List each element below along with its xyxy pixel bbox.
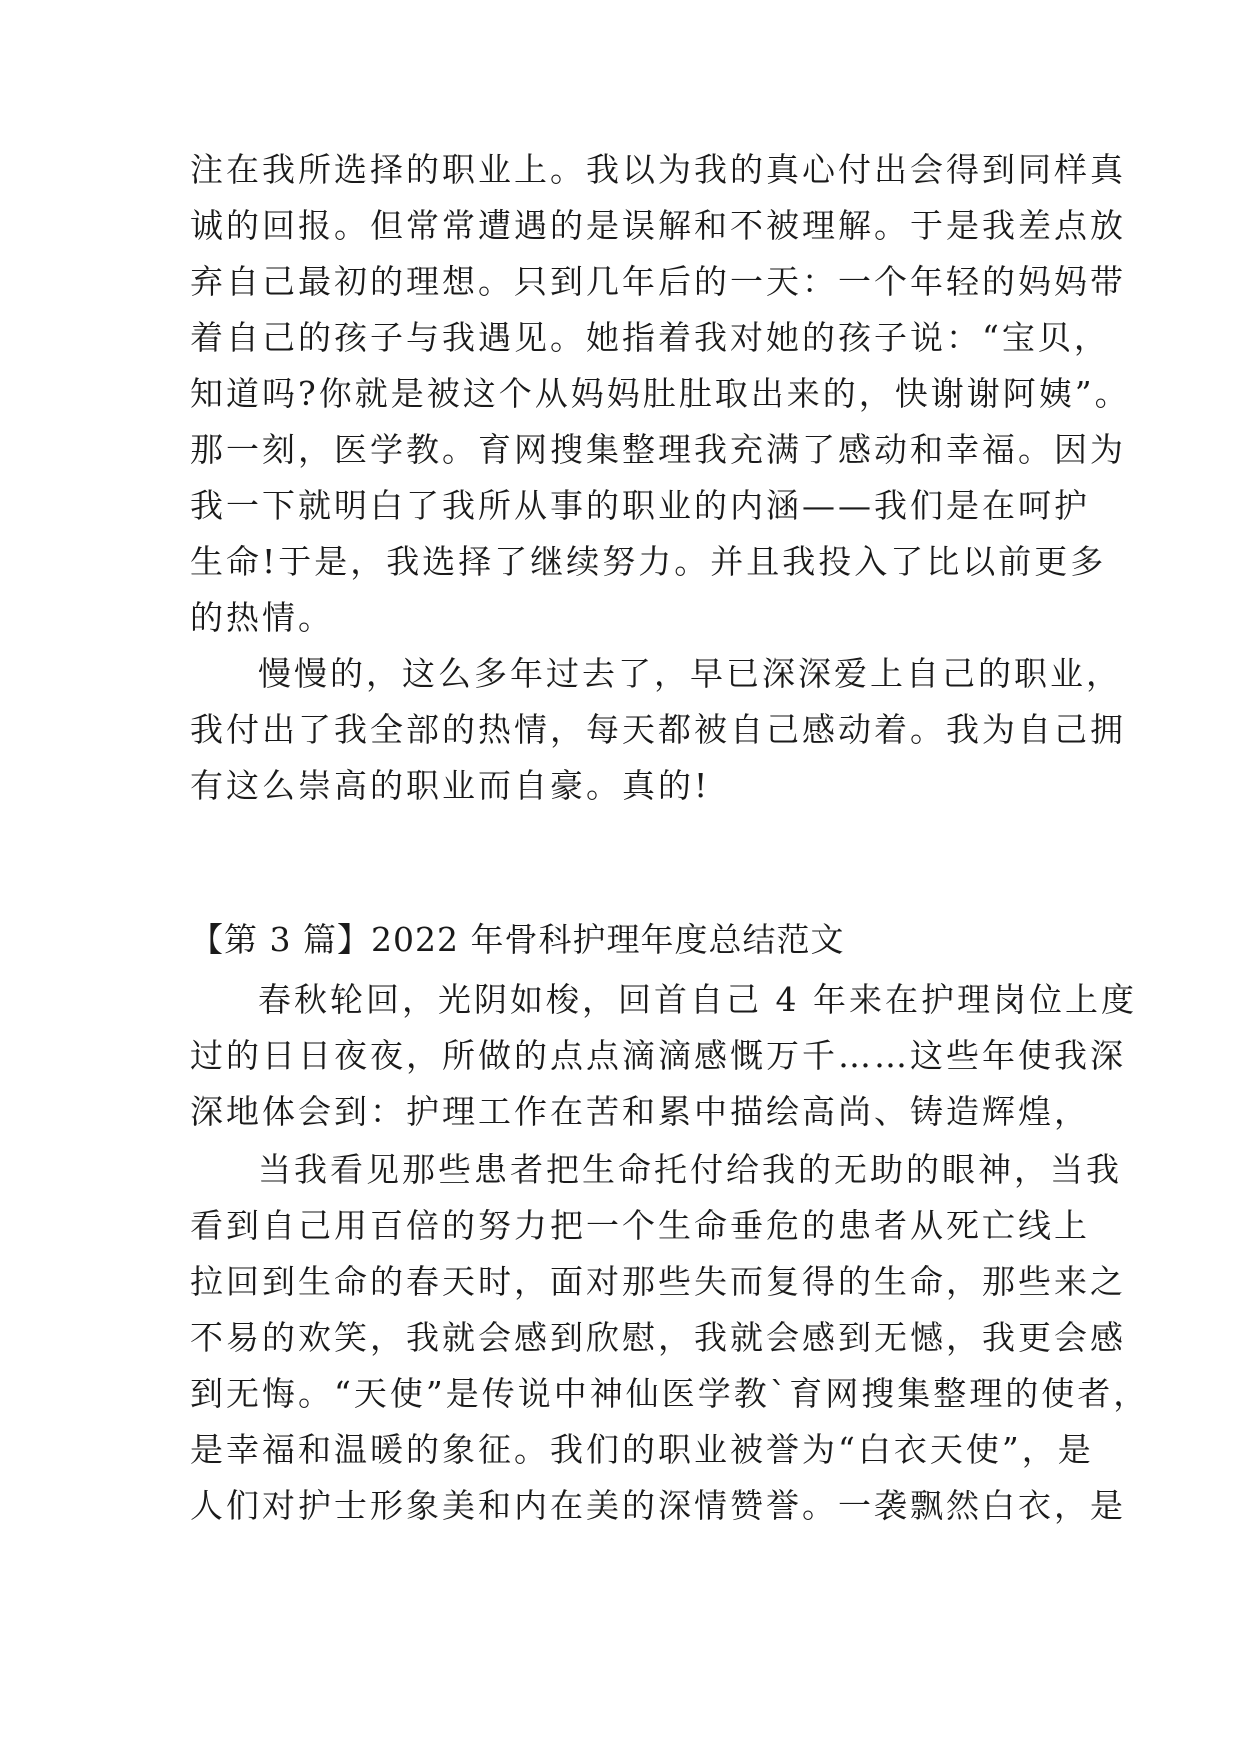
paragraph-4-line-5: 到无悔。“天使”是传说中神仙医学教`育网搜集整理的使者， <box>190 1374 1150 1413</box>
paragraph-4-line-7: 人们对护士形象美和内在美的深情赞誉。一袭飘然白衣，是 <box>190 1486 1126 1525</box>
paragraph-1-line-9: 的热情。 <box>190 598 334 637</box>
paragraph-3-line-1: 春秋轮回，光阴如梭，回首自己 4 年来在护理岗位上度 <box>258 980 1137 1019</box>
paragraph-1-line-1: 注在我所选择的职业上。我以为我的真心付出会得到同样真 <box>190 150 1126 189</box>
paragraph-4-line-4: 不易的欢笑，我就会感到欣慰，我就会感到无憾，我更会感 <box>190 1318 1126 1357</box>
paragraph-3-line-2: 过的日日夜夜，所做的点点滴滴感慨万千……这些年使我深 <box>190 1036 1126 1075</box>
paragraph-1-line-6: 那一刻，医学教。育网搜集整理我充满了感动和幸福。因为 <box>190 430 1126 469</box>
paragraph-1-line-8: 生命!于是，我选择了继续努力。并且我投入了比以前更多 <box>190 542 1107 581</box>
paragraph-1-line-7: 我一下就明白了我所从事的职业的内涵——我们是在呵护 <box>190 486 1090 525</box>
paragraph-2-line-1: 慢慢的，这么多年过去了，早已深深爱上自己的职业， <box>258 654 1122 693</box>
paragraph-1-line-5: 知道吗?你就是被这个从妈妈肚肚取出来的，快谢谢阿姨”。 <box>190 374 1131 413</box>
paragraph-3-line-3: 深地体会到：护理工作在苦和累中描绘高尚、铸造辉煌， <box>190 1092 1090 1131</box>
paragraph-4-line-2: 看到自己用百倍的努力把一个生命垂危的患者从死亡线上 <box>190 1206 1090 1245</box>
paragraph-1-line-4: 着自己的孩子与我遇见。她指着我对她的孩子说：“宝贝， <box>190 318 1110 357</box>
paragraph-4-line-1: 当我看见那些患者把生命托付给我的无助的眼神，当我 <box>258 1150 1122 1189</box>
paragraph-4-line-6: 是幸福和温暖的象征。我们的职业被誉为“白衣天使”，是 <box>190 1430 1094 1469</box>
paragraph-1-line-3: 弃自己最初的理想。只到几年后的一天：一个年轻的妈妈带 <box>190 262 1126 301</box>
paragraph-1-line-2: 诚的回报。但常常遭遇的是误解和不被理解。于是我差点放 <box>190 206 1126 245</box>
paragraph-2-line-3: 有这么崇高的职业而自豪。真的! <box>190 766 711 805</box>
paragraph-4-line-3: 拉回到生命的春天时，面对那些失而复得的生命，那些来之 <box>190 1262 1126 1301</box>
paragraph-2-line-2: 我付出了我全部的热情，每天都被自己感动着。我为自己拥 <box>190 710 1126 749</box>
section-heading: 【第 3 篇】2022 年骨科护理年度总结范文 <box>190 920 845 959</box>
